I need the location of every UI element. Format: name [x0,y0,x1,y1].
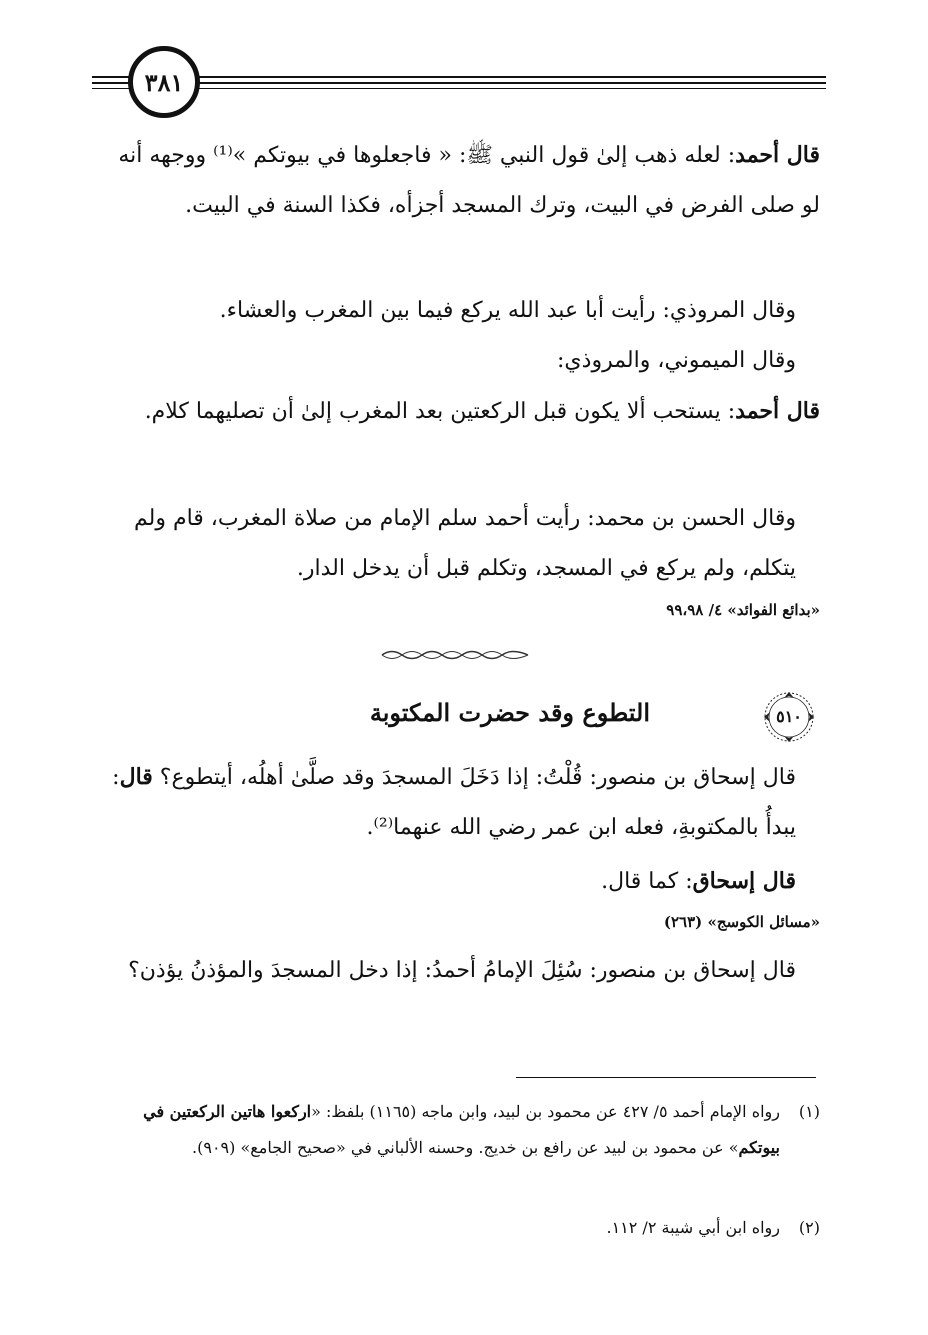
footnote-text [94,1094,780,1166]
header-rule [92,88,826,89]
paragraph [94,856,820,907]
footnote-text-part: رواه الإمام أحمد ٥/ ٤٢٧ عن محمود بن لبيد، وابن ماجه (١١٦٥) بلفظ: « [311,1102,780,1121]
paragraph [94,386,820,437]
section-number: ٥١٠ [776,707,802,726]
speaker-label: قال أحمد [735,398,820,424]
paragraph [94,752,820,853]
source-citation: «بدائع الفوائد» ٤/ ٩٩،٩٨ [666,601,820,619]
header-rule [92,76,826,78]
paragraph-text: : لعله ذهب إلىٰ قول النبي ﷺ: « فاجعلوها في بيوتكم »⁽¹⁾ ووجهه أنه لو صلى الفرض في البيت، وترك المسجد أجزأه، فكذا السنة في البيت. [118,143,820,218]
footnote-rule [516,1077,816,1078]
footnote [94,1210,820,1246]
paragraph-text: وقال الحسن بن محمد: رأيت أحمد سلم الإمام من صلاة المغرب، قام ولم يتكلم، ولم يركع في المسجد، وتكلم قبل أن يدخل الدار. [133,506,796,581]
paragraph-text: وقال الميموني، والمروذي: [557,348,796,373]
section-heading [94,690,820,750]
paragraph [94,494,820,594]
paragraph-text: قال إسحاق بن منصور: سُئِلَ الإمامُ أحمدُ: إذا دخل المسجدَ والمؤذنُ يؤذن؟ [128,958,796,983]
speaker-label: قال إسحاق [692,868,796,894]
paragraph-text: قال إسحاق بن منصور: قُلْتُ: إذا دَخَلَ المسجدَ وقد صلَّىٰ أهلُه، أيتطوع؟ [159,765,796,790]
paragraph [94,130,820,231]
footnote-quote: اركعوا هاتين الركعتين في بيوتكم [143,1102,780,1157]
paragraph-text: : يبدأُ بالمكتوبةِ، فعله ابن عمر رضي الله عنهما⁽²⁾. [112,765,796,840]
speaker-label: قال أحمد [735,142,820,168]
header-rule [92,82,826,84]
footnote-text-part: » عن محمود بن لبيد عن رافع بن خديج. وحسنه الألباني في «صحيح الجامع» (٩٠٩). [192,1138,739,1157]
paragraph [94,286,820,336]
source-citation: «مسائل الكوسج» (٢٦٣) [663,913,820,931]
paragraph-text: : كما قال. [601,869,693,894]
paragraph-text: : يستحب ألا يكون قبل الركعتين بعد المغرب إلىٰ أن تصليهما كلام. [144,399,736,424]
paragraph [94,946,820,996]
footnote [94,1094,820,1204]
page-number: ٣٨١ [128,46,200,118]
speaker-label: قال [119,764,153,790]
section-title: التطوع وقد حضرت المكتوبة [369,698,650,727]
paragraph [94,336,820,386]
paragraph-text: وقال المروذي: رأيت أبا عبد الله يركع فيما بين المغرب والعشاء. [219,298,796,323]
footnote-number: (٢) [798,1218,820,1237]
ornament-divider [380,648,530,662]
footnote-text: رواه ابن أبي شيبة ٢/ ١١٢. [606,1218,780,1237]
footnote-number: (١) [798,1102,820,1121]
